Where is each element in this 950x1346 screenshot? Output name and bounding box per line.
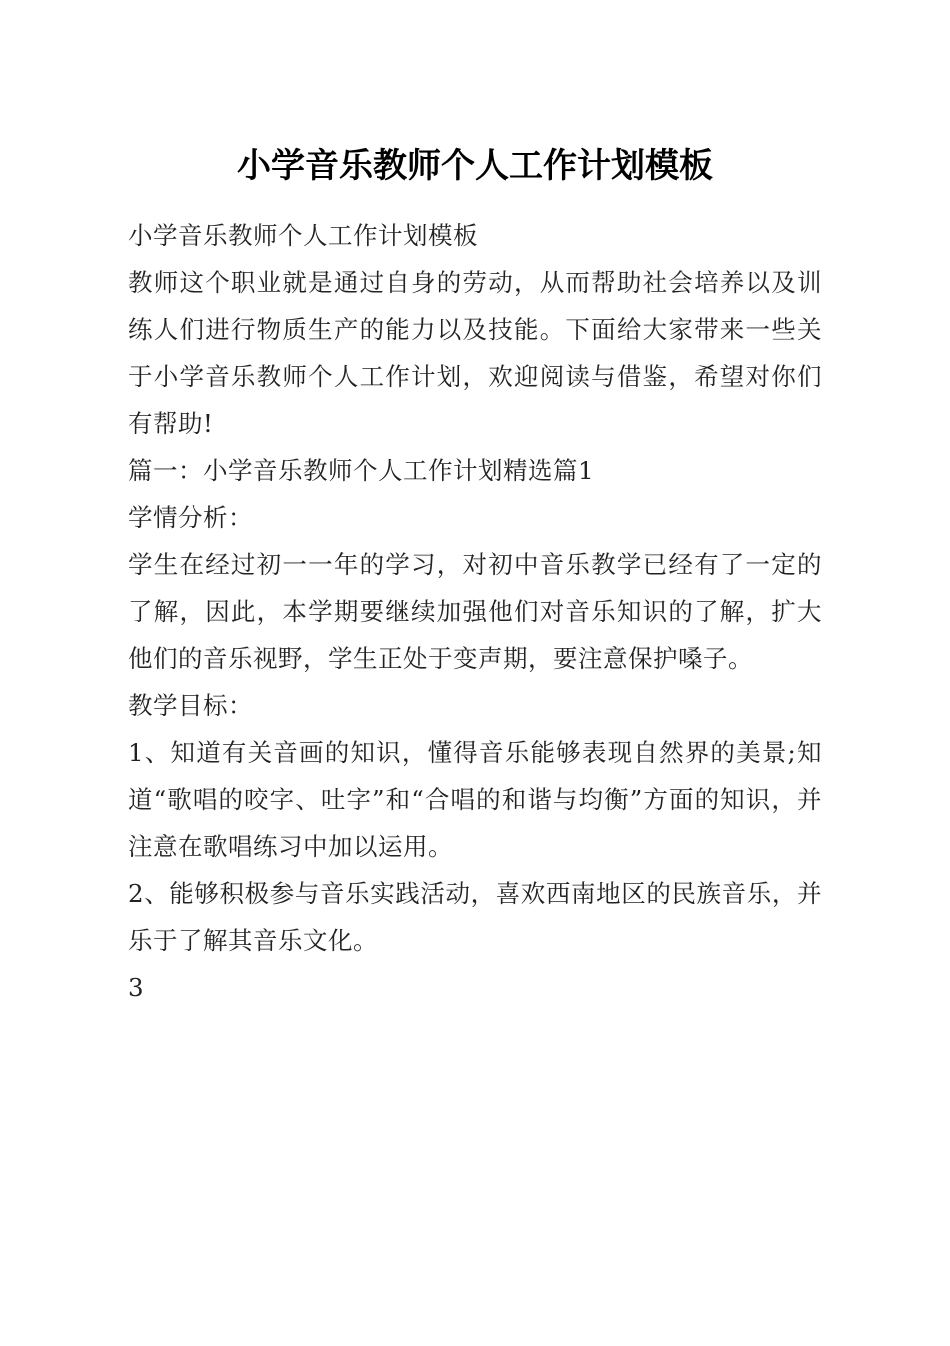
paragraph-goal-1: 1、知道有关音画的知识，懂得音乐能够表现自然界的美景;知道“歌唱的咬字、吐字”和“合唱的和谐与均衡”方面的知识，并注意在歌唱练习中加以运用。	[128, 738, 822, 861]
paragraph-analysis: 学生在经过初一一年的学习，对初中音乐教学已经有了一定的了解，因此，本学期要继续加强他们对音乐知识的了解，扩大他们的音乐视野，学生正处于变声期，要注意保护嗓子。	[128, 550, 822, 673]
document-title: 小学音乐教师个人工作计划模板	[237, 146, 713, 186]
paragraph-section-heading: 篇一：小学音乐教师个人工作计划精选篇1	[128, 456, 595, 485]
paragraph-analysis-heading: 学情分析：	[128, 503, 253, 532]
paragraph-intro: 教师这个职业就是通过自身的劳动，从而帮助社会培养以及训练人们进行物质生产的能力以及技能。下面给大家带来一些关于小学音乐教师个人工作计划，欢迎阅读与借鉴，希望对你们有帮助!	[128, 268, 822, 438]
paragraph-goal-3-number: 3	[128, 973, 145, 1002]
document-body	[128, 212, 822, 1011]
paragraph-goals-heading: 教学目标：	[128, 691, 253, 720]
paragraph-subtitle: 小学音乐教师个人工作计划模板	[128, 221, 478, 250]
paragraph-goal-2: 2、能够积极参与音乐实践活动，喜欢西南地区的民族音乐，并乐于了解其音乐文化。	[128, 879, 822, 955]
